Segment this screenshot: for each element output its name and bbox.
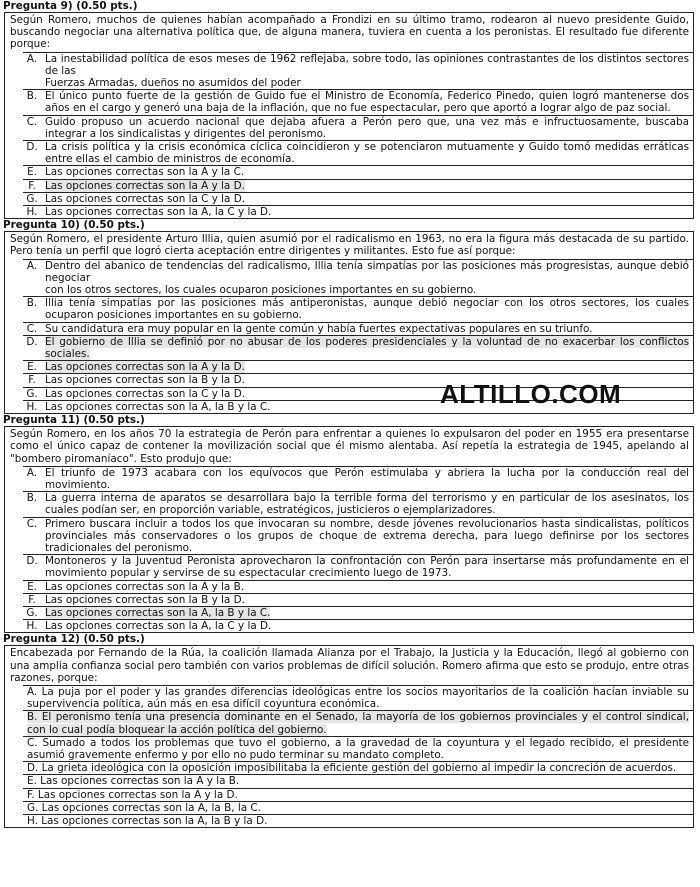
answer-option[interactable] [23, 205, 693, 218]
question-title: Pregunta 10) (0.50 pts.) [3, 219, 145, 232]
answer-option[interactable] [23, 360, 693, 373]
answer-option[interactable] [23, 52, 693, 90]
option-text-cell [41, 53, 693, 90]
option-text: Las opciones correctas son la A y la B. [45, 580, 245, 593]
option-letter: F. [28, 179, 36, 192]
option-text-cell [41, 361, 693, 373]
answer-option[interactable] [23, 710, 693, 735]
option-letter: C. [26, 115, 38, 128]
option-text: Las opciones correctas son la C y la D. [45, 192, 246, 205]
answer-option[interactable] [23, 296, 693, 321]
option-letter: B. [26, 492, 38, 505]
option-text-cell [23, 775, 693, 787]
option-text: Las opciones correctas son la A y la C. [45, 166, 245, 179]
option-letter: F. [28, 593, 36, 606]
answer-option[interactable] [23, 491, 693, 516]
answer-option[interactable] [23, 580, 693, 593]
answer-option[interactable] [23, 115, 693, 140]
option-text-cell [41, 166, 693, 178]
option-text: Las opciones correctas son la B y la D. [45, 593, 245, 606]
question-title: Pregunta 9) (0.50 pts.) [3, 0, 138, 12]
question-title: Pregunta 12) (0.50 pts.) [3, 633, 145, 646]
option-text: Las opciones correctas son la A, la C y la D. [45, 206, 272, 219]
question-stem: Según Romero, el presidente Arturo Illia, quien asumió por el radicalismo en 1963, no era la figura más destacada de su partido. Pero tenía un perfil que logró cierta aceptación entre dirigentes y militantes. Esto fue así porque: [10, 233, 689, 258]
option-text: E. Las opciones correctas son la A y la B. [27, 775, 240, 788]
question-stem: Según Romero, en los años 70 la estrategia de Perón para enfrentar a quienes lo expulsaron del poder en 1955 era presentarse como el único capaz de contener la movilización social que él mismo alentaba. Así repetía la estrategia de 1945, apelando al "bombero piromaníaco". Esto produjo que: [10, 428, 689, 465]
option-text: Las opciones correctas son la A, la B y la C. [45, 400, 271, 413]
option-text-cell [41, 297, 693, 321]
answer-option[interactable] [23, 593, 693, 606]
answer-option[interactable] [23, 736, 693, 761]
option-letter: F. [28, 374, 36, 387]
option-text-cell [41, 467, 693, 491]
option-text: Guido propuso un acuerdo nacional que dejaba afuera a Perón pero que, una vez más e infructuosamente, buscaba integrar a los sindicalistas y dirigentes del peronismo. [45, 115, 689, 140]
option-text-cell [41, 116, 693, 140]
option-text: Primero buscara incluir a todos los que invocaran su nombre, desde jóvenes revolucionarios hasta sindicalistas, políticos provinciales más conservadores o los grupos de choque de extrema derecha, para luego definirse por los sectores tradicionales del peronismo. [45, 517, 689, 554]
option-text-cell [23, 789, 693, 801]
option-letter: A. [26, 52, 38, 65]
option-text: H. Las opciones correctas son la A, la B y la D. [27, 814, 268, 827]
answer-option[interactable] [23, 814, 693, 827]
option-text-cell [41, 323, 693, 335]
option-letter: H. [26, 400, 38, 413]
option-text: D. La grieta ideológica con la oposición imposibilitaba la eficiente gestión del gobierno al impedir la concreción de acuerdos. [27, 762, 677, 775]
option-text-cell [23, 802, 693, 814]
option-text: El triunfo de 1973 acabara con los equívocos que Perón estimulaba y abriera la lucha por la conducción real del movimiento. [45, 466, 689, 491]
option-text: Dentro del abanico de tendencias del radicalismo, Illia tenía simpatías por las posiciones más progresistas, aunque debió negociar [45, 259, 689, 284]
answer-option[interactable] [23, 466, 693, 491]
answer-option[interactable] [23, 517, 693, 555]
option-text-continued: Fuerzas Armadas, dueños no asumidos del poder [45, 77, 301, 90]
option-letter: E. [27, 166, 37, 179]
option-text: B. El peronismo tenía una presencia dominante en el Senado, la mayoría de los gobiernos provinciales y el control sindical, con lo cual podía bloquear la acción política del gobierno. [27, 711, 689, 736]
option-letter: A. [26, 259, 38, 272]
option-text: A. La puja por el poder y las grandes diferencias ideológicas entre los socios mayoritarios de la coalición hacían inviable su supervivencia política, aún más en esa difícil coyuntura económica. [27, 685, 689, 711]
answer-option[interactable] [23, 179, 693, 192]
option-text: Illia tenía simpatías por las posiciones más antiperonistas, aunque debió negociar con los otros sectores, los cuales ocuparon posiciones importantes en su gobierno. [45, 297, 689, 322]
question-box [4, 12, 694, 219]
answer-option[interactable] [23, 801, 693, 814]
option-text: Las opciones correctas son la B y la D. [45, 374, 245, 387]
option-letter: G. [26, 387, 38, 400]
answer-option[interactable] [23, 322, 693, 335]
option-letter: D. [26, 335, 38, 348]
answer-option[interactable] [23, 606, 693, 619]
answer-option[interactable] [23, 554, 693, 579]
option-letter: G. [26, 606, 38, 619]
option-letter: C. [26, 517, 38, 530]
answer-option[interactable] [23, 259, 693, 297]
option-text-cell [23, 815, 693, 827]
option-text: Las opciones correctas son la A y la D. [45, 361, 245, 374]
option-letter: E. [27, 361, 37, 374]
answer-option[interactable] [23, 192, 693, 205]
option-text-cell [41, 555, 693, 579]
answer-option[interactable] [23, 165, 693, 178]
option-letter: D. [26, 555, 38, 568]
option-text: C. Sumado a todos los problemas que tuvo el gobierno, a la gravedad de la coyuntura y el legado recibido, el presidente asumió gravemente enfermo y por ello no pudo terminar su mandato completo. [27, 736, 689, 761]
option-text: La inestabilidad política de esos meses de 1962 reflejaba, sobre todo, las opiniones contrastantes de los distintos sectores de las [45, 52, 689, 77]
option-text-cell [41, 206, 693, 218]
option-text-cell [41, 260, 693, 297]
option-text: Las opciones correctas son la A y la D. [45, 179, 245, 192]
option-text-cell [41, 518, 693, 555]
option-letter: B. [26, 90, 38, 103]
option-text: Las opciones correctas son la A, la B y la C. [45, 606, 271, 619]
answer-option[interactable] [23, 619, 693, 632]
answer-option[interactable] [23, 89, 693, 114]
answer-option[interactable] [23, 774, 693, 787]
option-text-cell [41, 336, 693, 360]
option-text-continued: con los otros sectores, los cuales ocuparon posiciones importantes en su gobierno. [45, 284, 477, 297]
answer-option[interactable] [23, 788, 693, 801]
option-text-cell [41, 581, 693, 593]
option-text-cell [23, 737, 693, 761]
option-text: El único punto fuerte de la gestión de Guido fue el Ministro de Economía, Federico Pinedo, quien logró mantenerse dos años en el cargo y generó una baja de la inflación, que no fue espectacular, pero que aportó a lograr algo de paz social. [45, 90, 689, 115]
watermark: ALTILLO.COM [440, 379, 622, 409]
option-letter: H. [26, 620, 38, 633]
option-text: Las opciones correctas son la A, la C y la D. [45, 620, 272, 633]
option-text-cell [23, 686, 693, 710]
option-text-cell [41, 141, 693, 165]
answer-option[interactable] [23, 761, 693, 774]
question-box [4, 426, 694, 633]
option-text: Las opciones correctas son la C y la D. [45, 387, 246, 400]
option-text-cell [23, 711, 693, 735]
option-text-cell [41, 607, 693, 619]
question-box [4, 645, 694, 828]
option-text: Su candidatura era muy popular en la gente común y había fuertes expectativas populares en su triunfo. [45, 322, 593, 335]
option-letter: H. [26, 206, 38, 219]
option-text-cell [41, 492, 693, 516]
option-text: La guerra interna de aparatos se desarrollara bajo la terrible forma del terrorismo y en particular de los asesinatos, los cuales podían ser, en proporción variable, estratégicos, justicieros o ejemplarizadores. [45, 492, 689, 517]
option-letter: B. [26, 297, 38, 310]
option-text: F. Las opciones correctas son la A y la D. [27, 788, 238, 801]
option-text-cell [41, 193, 693, 205]
option-text-cell [41, 180, 693, 192]
option-text: El gobierno de Illia se definió por no abusar de los poderes presidenciales y la voluntad de no exacerbar los conflictos sociales. [45, 335, 689, 361]
option-letter: D. [26, 141, 38, 154]
option-text-cell [23, 762, 693, 774]
question-title: Pregunta 11) (0.50 pts.) [3, 414, 145, 427]
question-stem: Según Romero, muchos de quienes habían acompañado a Frondizi en su último tramo, rodearon al nuevo presidente Guido, buscando negociar una alternativa política que, de alguna manera, tuviera en cuenta a los peronistas. El resultado fue diferente porque: [10, 14, 689, 51]
option-text-cell [41, 620, 693, 632]
option-letter: G. [26, 192, 38, 205]
option-letter: C. [26, 322, 38, 335]
option-letter: E. [27, 580, 37, 593]
option-text: La crisis política y la crisis económica cíclica coincidieron y se potenciaron mutuamente y Guido tomó medidas erráticas entre ellas el cambio de ministros de economía. [45, 141, 689, 166]
question-stem: Encabezada por Fernando de la Rúa, la coalición llamada Alianza por el Trabajo, la Justicia y la Educación, llegó al gobierno con una amplia confianza social pero también con varios problemas de difícil solución. Romero afirma que esto se produjo, entre otras razones, porque: [10, 647, 689, 684]
option-text-cell [41, 594, 693, 606]
option-text-cell [41, 90, 693, 114]
option-letter: A. [26, 466, 38, 479]
answer-option[interactable] [23, 140, 693, 165]
answer-option[interactable] [23, 335, 693, 360]
option-text: Montoneros y la Juventud Peronista aprovecharon la confrontación con Perón para insertarse más profundamente en el movimiento popular y servirse de su espectacular crecimiento luego de 1973. [45, 555, 689, 580]
option-text: G. Las opciones correctas son la A, la B, la C. [27, 801, 261, 814]
answer-option[interactable] [23, 685, 693, 710]
